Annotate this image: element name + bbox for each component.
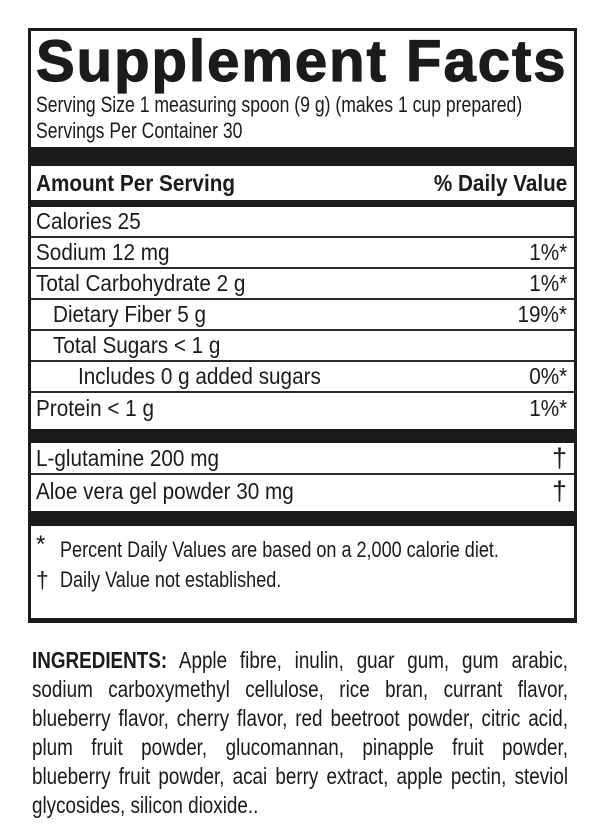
nutrient-row-sodium: [31, 238, 574, 269]
panel-title: Supplement Facts: [36, 29, 568, 94]
dagger-symbol: †: [551, 442, 567, 473]
footnote-not-established: [36, 565, 567, 595]
ingredient-name: Aloe vera gel powder 30 mg: [36, 477, 294, 504]
nutrient-name: Protein < 1 g: [36, 395, 154, 421]
section-divider-bar: [31, 429, 574, 443]
nutrient-name: Calories 25: [36, 208, 141, 234]
serving-size-text: Serving Size 1 measuring spoon (9 g) (makes 1 cup prepared): [36, 92, 523, 117]
ingredients-section: [32, 646, 568, 818]
nutrient-name: Total Carbohydrate 2 g: [36, 270, 246, 296]
footnote-section: [31, 526, 574, 595]
nutrient-name: Includes 0 g added sugars: [78, 363, 321, 389]
ingredients-paragraph: [32, 646, 568, 820]
supplement-facts-panel: [28, 28, 577, 623]
asterisk-symbol: *: [36, 531, 46, 558]
nutrient-name: Total Sugars < 1 g: [53, 332, 221, 358]
dagger-symbol: †: [551, 475, 567, 506]
section-divider-bar: [31, 511, 574, 526]
servings-per-container-text: Servings Per Container 30: [36, 118, 243, 143]
amount-per-serving-header: Amount Per Serving: [36, 169, 235, 196]
nutrient-value: 0%*: [529, 363, 567, 389]
ingredients-label: INGREDIENTS:: [32, 647, 168, 673]
ingredient-row-aloe-vera: [31, 475, 574, 507]
nutrient-value: 1%*: [529, 239, 567, 265]
column-header-row: [31, 166, 574, 200]
footnote-text: Daily Value not established.: [60, 567, 282, 592]
nutrient-row-calories: [31, 207, 574, 238]
servings-per-container-line: [31, 118, 574, 144]
nutrient-row-dietary-fiber: [31, 300, 574, 331]
ingredient-row-l-glutamine: [31, 443, 574, 475]
dagger-symbol: †: [36, 567, 49, 593]
section-divider-bar: [31, 147, 574, 166]
nutrient-row-added-sugars: [31, 362, 574, 393]
footnote-daily-values: [36, 531, 567, 565]
daily-value-header: % Daily Value: [433, 169, 567, 196]
nutrient-row-total-carbohydrate: [31, 269, 574, 300]
ingredient-name: L-glutamine 200 mg: [36, 444, 219, 471]
nutrient-value: 1%*: [529, 270, 567, 296]
ingredients-list-text: Apple fibre, inulin, guar gum, gum arabic, sodium carboxymethyl cellulose, rice bran, currant flavor, blueberry flavor, cherry flavor, red beetroot powder, citric acid, plum fruit powder, glucomannan, pinapple fruit powder, blueberry fruit powder, acai berry extract, apple pectin, steviol glycosides, silicon dioxide..: [32, 647, 569, 818]
nutrient-name: Dietary Fiber 5 g: [53, 301, 207, 327]
footnote-text: Percent Daily Values are based on a 2,000 calorie diet.: [60, 537, 499, 562]
nutrient-name: Sodium 12 mg: [36, 239, 170, 265]
nutrient-value: 1%*: [529, 395, 567, 421]
header-divider-bar: [31, 200, 574, 207]
nutrient-row-protein: [31, 393, 574, 424]
nutrient-row-total-sugars: [31, 331, 574, 362]
nutrient-value: 19%*: [517, 301, 567, 327]
serving-size-line: [31, 92, 574, 118]
